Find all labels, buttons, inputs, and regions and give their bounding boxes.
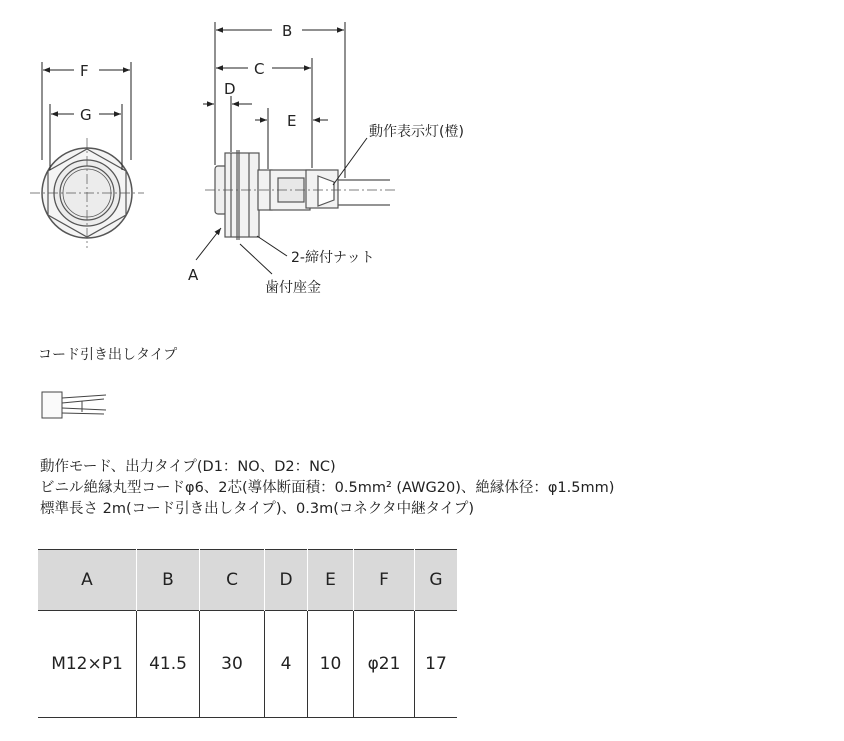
dim-label-g: G xyxy=(80,106,92,124)
table-row xyxy=(38,611,457,718)
dimension-lines-side xyxy=(196,22,367,274)
dim-label-a: A xyxy=(188,266,199,284)
table-cell: 41.5 xyxy=(137,611,200,718)
dim-label-c: C xyxy=(254,60,265,78)
table-header: G xyxy=(415,550,458,611)
side-view xyxy=(205,150,395,240)
washer-callout: 歯付座金 xyxy=(265,280,321,296)
table-header-row xyxy=(38,550,457,611)
note-line: ビニル絶縁丸型コードφ6、2芯(導体断面積：0.5mm² (AWG20)、絶縁体径：φ1.5mm) xyxy=(40,480,615,496)
table-header: E xyxy=(308,550,354,611)
dim-label-e: E xyxy=(287,112,297,130)
dimension-table xyxy=(38,549,457,718)
table-header: B xyxy=(137,550,200,611)
front-view xyxy=(30,138,144,248)
indicator-callout: 動作表示灯(橙) xyxy=(369,124,464,140)
nut-callout: 2-締付ナット xyxy=(291,250,375,266)
table-cell: φ21 xyxy=(354,611,415,718)
table-cell: 30 xyxy=(200,611,265,718)
note-line: 動作モード、出力タイプ(D1：NO、D2：NC) xyxy=(40,459,336,475)
note-line: 標準長さ 2m(コード引き出しタイプ)、0.3m(コネクタ中継タイプ) xyxy=(40,501,475,517)
specification-notes xyxy=(40,457,614,520)
table-cell: 17 xyxy=(415,611,458,718)
dim-label-f: F xyxy=(80,62,89,80)
cord-end-icon xyxy=(36,386,116,426)
table-cell: 10 xyxy=(308,611,354,718)
sensor-dimension-drawing xyxy=(0,0,844,340)
table-header: C xyxy=(200,550,265,611)
dim-label-b: B xyxy=(282,22,293,40)
table-cell: M12×P1 xyxy=(38,611,137,718)
dim-label-d: D xyxy=(224,80,236,98)
table-header: A xyxy=(38,550,137,611)
table-header: F xyxy=(354,550,415,611)
table-header: D xyxy=(265,550,308,611)
table-cell: 4 xyxy=(265,611,308,718)
cord-type-heading: コード引き出しタイプ xyxy=(38,347,178,363)
